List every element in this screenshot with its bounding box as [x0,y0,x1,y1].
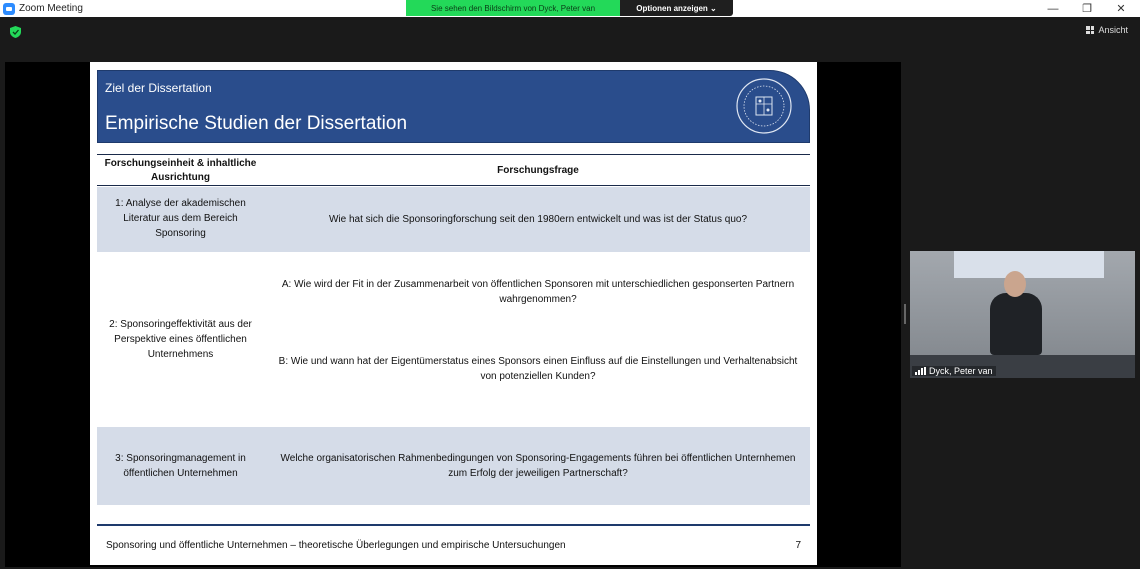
university-seal-icon [735,77,793,135]
view-button-label: Ansicht [1098,25,1128,35]
row2-unit: 2: Sponsoringeffektivität aus der Perspektive eines öffentlichen Unternehmens [109,319,252,360]
view-options-button[interactable] [620,0,733,16]
video-projection-screen [954,251,1104,278]
slide-header [97,70,810,143]
row2-question-a: A: Wie wird der Fit in der Zusammenarbeit von öffentlichen Sponsoren mit unterschiedlichen gesponserten Partnern wahrgenommen? [281,279,795,305]
slide-page-number: 7 [795,540,801,551]
slide-header-section: Ziel der Dissertation [105,81,212,95]
column-header-question: Forschungsfrage [497,165,579,176]
grid-view-icon [1086,26,1094,34]
panel-resize-handle[interactable] [904,304,906,324]
zoom-app-icon [3,3,15,15]
footer-rule [97,524,810,526]
participant-name: Dyck, Peter van [929,366,993,376]
row1-question: Wie hat sich die Sponsoringforschung seit den 1980ern entwickelt und was ist der Status quo? [328,214,748,225]
video-person-head [1004,271,1026,297]
view-button[interactable] [1086,25,1128,35]
table-header-rule [97,185,810,186]
close-button[interactable]: ✕ [1116,3,1126,15]
row1-unit: 1: Analyse der akademischen Literatur aus dem Bereich Sponsoring [115,198,246,239]
chevron-down-icon: ⌄ [710,3,717,13]
slide-footer: Sponsoring und öffentliche Unternehmen – theoretische Überlegungen und empirische Untersuchungen [106,540,566,551]
row3-unit: 3: Sponsoringmanagement in öffentlichen Unternehmen [115,453,246,479]
view-options-label: Optionen anzeigen [636,3,708,13]
video-person-body [990,293,1042,355]
participant-video-tile[interactable] [910,251,1135,378]
shield-icon[interactable] [10,26,21,38]
presentation-slide [90,62,817,565]
table-top-rule [97,154,810,155]
row2-question-b: B: Wie und wann hat der Eigentümerstatus eines Sponsors einen Einfluss auf die Einstellungen und Verhaltenabsicht von potenziellen Kunden? [278,356,798,382]
signal-strength-icon [915,367,926,375]
minimize-button[interactable]: — [1047,2,1059,15]
row3-question: Welche organisatorischen Rahmenbedingungen von Sponsoring-Engagements führen bei öffentlichen Unternhemen zum Erfolg der jeweiligen Partnerschaft? [280,453,796,479]
participant-name-label [912,366,996,376]
slide-title: Empirische Studien der Dissertation [105,113,408,134]
column-header-unit: Forschungseinheit & inhaltliche Ausrichtung [104,158,257,183]
window-title: Zoom Meeting [19,3,83,14]
restore-button[interactable]: ❐ [1082,3,1092,15]
screen-share-banner: Sie sehen den Bildschirm von Dyck, Peter van [406,0,620,16]
